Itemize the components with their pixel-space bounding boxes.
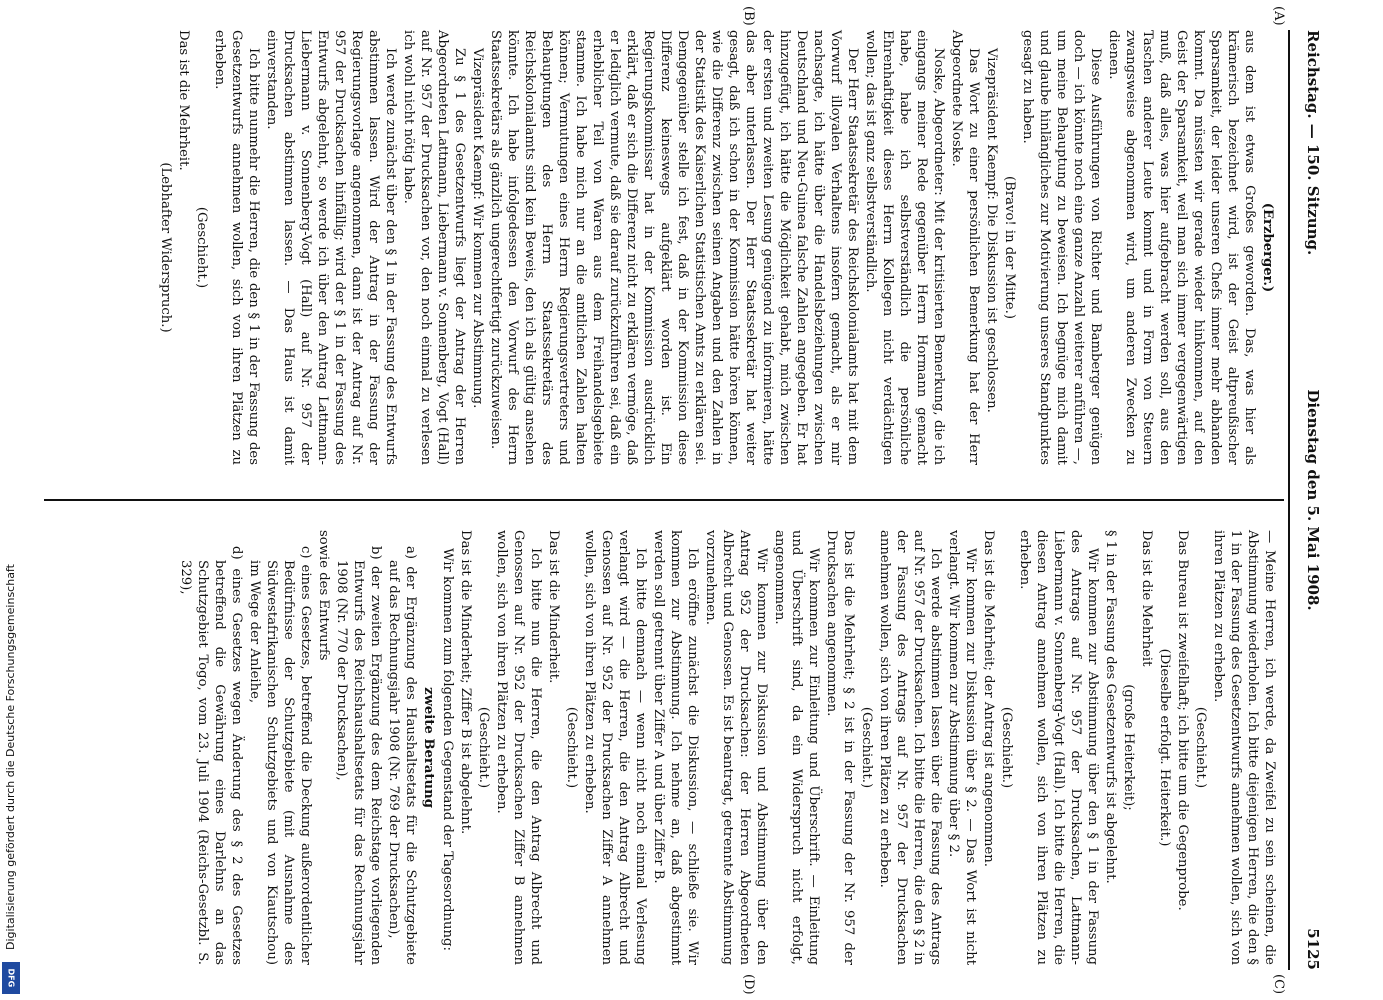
paragraph: Ich werde abstimmen lassen über die Fassung des Antrags auf Nr. 957 der Drucksachen. Ich bitte die Herren, die den § 2 in der Fassung des Antrags auf Nr. 957 der Drucksachen annehmen wollen, sich von ihren Plätzen zu erheben. xyxy=(877,530,943,965)
left-column xyxy=(156,30,1278,465)
interjection: (Lebhafter Widerspruch.) xyxy=(158,162,173,333)
paragraph: Das ist die Mehrheit xyxy=(1139,530,1154,667)
agenda-heading: zweite Beratung xyxy=(421,687,436,808)
paragraph: Diese Ausführungen von Richter und Bamberger genügen doch — ich könnte noch eine ganze Anzahl weiterer anführen —, um meine Behauptung zu beweisen. Ich begnüge mich damit und glaube hinlängliches zur Motivierung unseres Standpunktes gesagt zu haben. xyxy=(1020,30,1103,465)
header-rule xyxy=(1288,30,1290,970)
paragraph: Ich werde zunächst über den § 1 in der Fassung des Entwurfs abstimmen lassen. Wird der Antrag in der Fassung der Regierungsvorlage angenommen, dann ist der Antrag auf Nr. 957 der Drucksachen hinfällig; wird der § 1 in der Fassung des Entwurfs abgelehnt, so werde ich über den Antrag Lattmann-Liebermann v. Sonnenberg-Vogt (Hall) auf Nr. 957 der Drucksachen abstimmen lassen. — Das Haus ist damit einverstanden. xyxy=(264,30,398,465)
speaker-label: (Erzberger.) xyxy=(1260,202,1275,293)
interjection: (Geschieht.) xyxy=(999,706,1014,789)
margin-marker-b: (B) xyxy=(741,6,756,26)
paragraph: Vizepräsident Kaempf: Wir kommen zur Abstimmung. xyxy=(470,48,485,409)
interjection: (Geschieht.) xyxy=(564,706,579,789)
rotated-page xyxy=(36,6,1336,995)
page-header xyxy=(1292,30,1336,970)
header-session: Reichstag. — 150. Sitzung. xyxy=(1304,30,1322,256)
header-date: Dienstag den 5. Mai 1908. xyxy=(1304,389,1322,611)
paragraph: Zu § 1 des Gesetzentwurfs liegt der Antrag der Herren Abgeordneten Lattmann, Liebermann v. Sonnenberg, Vogt (Hall) auf Nr. 957 der Drucksachen vor, den noch einmal zu verlesen ich wohl nicht nötig habe. xyxy=(401,30,467,465)
paragraph: Das Bureau ist zweifelhaft; ich bitte um die Gegenprobe. xyxy=(1175,530,1190,911)
paragraph: § 1 in der Fassung des Gesetzentwurfs ist abgelehnt. xyxy=(1103,530,1118,884)
paragraph: Ich bitte demnach — wenn nicht noch einmal Verlesung verlangt wird — die Herren, die den Antrag Albrecht und Genossen auf Nr. 952 der Drucksachen Ziffer A annehmen wollen, sich von ihren Plätzen zu erheben. xyxy=(582,530,648,965)
paragraph: Ich bitte nun die Herren, die den Antrag Albrecht und Genossen auf Nr. 952 der Drucksachen Ziffer B annehmen wollen, sich von ihren Plätzen zu erheben. xyxy=(494,530,543,965)
agenda-item: b) der zweiten Ergänzung des dem Reichstage vorliegenden Entwurfs des Reichshaushaltsetats für das Rechnungsjahr 1908 (Nr. 770 der Drucksachen), xyxy=(334,546,383,965)
interjection: (Geschieht.) xyxy=(194,206,209,289)
page-number: 5125 xyxy=(1304,928,1322,970)
interjection: (Geschieht.) xyxy=(1193,706,1208,789)
paragraph: Der Herr Staatssekretär des Reichskolonialamts hat mit dem Vorwurf illoyalen Verhaltens insofern gemacht, als er mir nachsagte, ich hätte über die Handelsbeziehungen zwischen Deutschland und Neu-Guinea falsche Zahlen angegeben. Er hat hinzugefügt, ich hätte die Möglichkeit gehabt, mich zwischen der ersten und zweiten Lesung genügend zu informieren, hätte das aber unterlassen. Der Herr Staatssekretär hat weiter gesagt, daß ich schon in der Kommission hätte hören können, wie die Differenz zwischen seinen Angaben und den Zahlen in der Statistik des Kaiserlichen Statistischen Amts zu erklären sei. Demgegenüber stelle ich fest, daß in der Kommission diese Differenz keineswegs aufgeklärt worden ist. Ein Regierungskommissar hat in der Kommission ausdrücklich erklärt, daß er sich die Differenz nicht zu erklären vermöge, daß er lediglich vermute, daß sie darauf zurückzuführen sei, daß ein erheblicher Teil von Waren aus dem Freihandelsgebiete stamme. Ich habe mich nur an die amtlichen Zahlen halten können; Vermutungen eines Herrn Regierungsvertreters und Behauptungen des Herrn Staatssekretärs des Reichskolonialamts sind kein Beweis, den ich als gültig ansehen könnte. Ich habe infolgedessen den Vorwurf des Herrn Staatssekretärs als gänzlich ungerechtfertigt zurückzuweisen. xyxy=(488,30,860,465)
agenda-item: c) eines Gesetzes, betreffend die Deckung außerordentlicher Bedürfnisse der Schutzgebiete (mit Ausnahme des Südwestafrikanischen Schutzgebiets und von Kiautschou) im Wege der Anleihe, xyxy=(247,546,313,965)
column-divider xyxy=(44,499,1284,501)
agenda-item: d) eines Gesetzes wegen Änderung des § 2 des Gesetzes betreffend die Gewährung eines Darlehns an das Schutzgebiet Togo, vom 23. Juli 1904 (Reichs-Gesetzbl. S. 329), xyxy=(178,546,244,965)
paragraph: Wir kommen zur Diskussion über § 2. — Das Wort ist nicht verlangt. Wir kommen zur Abstimmung über § 2. xyxy=(946,530,978,965)
paragraph: Das ist die Minderheit; Ziffer B ist abgelehnt. xyxy=(458,530,473,835)
margin-marker-d: (D) xyxy=(741,974,756,995)
paragraph: Noske, Abgeordneter: Mit der kritisierten Bemerkung, die ich eingangs meiner Rede gegenüber Herrn Hormann gemacht habe, habe ich selbstverständlich die persönliche Ehrenhaftigkeit dieses Herrn Kollegen nicht verdächtigen wollen; das ist ganz selbstverständlich. xyxy=(863,30,946,465)
interjection: (Dieselbe erfolgt. Heiterkeit.) xyxy=(1157,648,1172,847)
paragraph: sowie des Entwurfs xyxy=(316,530,331,661)
paragraph: Das ist die Mehrheit; § 2 ist in der Fassung der Nr. 957 der Drucksachen angenommen. xyxy=(824,530,856,965)
interjection: (Geschieht.) xyxy=(859,706,874,789)
margin-marker-a: (A) xyxy=(1271,6,1286,26)
paragraph: Das ist die Mehrheit. xyxy=(176,30,191,171)
dfg-logo-icon: DFG xyxy=(2,962,20,994)
paragraph: Das ist die Mehrheit; der Antrag ist angenommen. xyxy=(981,530,996,867)
paragraph: Das ist die Minderheit. xyxy=(546,530,561,684)
funding-text: Digitalisierung gefördert durch die Deutsche Forschungsgemeinschaft xyxy=(4,564,17,950)
agenda-item: a) der Ergänzung des Haushaltsetats für die Schutzgebiete auf das Rechnungsjahr 1908 (Nr. 769 der Drucksachen), xyxy=(386,546,418,965)
paragraph: Wir kommen zur Abstimmung über den § 1 in der Fassung des Antrags auf Nr. 957 der Drucksachen, Lattmann-Liebermann v. Sonnenberg-Vogt (Hall). Ich bitte die Herren, die diesen Antrag annehmen wollen, sich von ihren Plätzen zu erheben. xyxy=(1017,530,1100,965)
paragraph: Wir kommen zur Einleitung und Überschrift. — Einleitung und Überschrift sind, da ein Widerspruch nicht erfolgt, angenommen. xyxy=(772,530,821,965)
paragraph: Wir kommen zur Diskussion und Abstimmung über den Antrag 952 der Drucksachen: der Herren Abgeordneten Albrecht und Genossen. Es ist beantragt, getrennte Abstimmung vorzunehmen. xyxy=(703,530,769,965)
right-column xyxy=(176,530,1278,965)
paragraph: Wir kommen zum folgenden Gegenstand der Tagesordnung: xyxy=(440,548,455,951)
interjection: (Bravo! in der Mitte.) xyxy=(1002,176,1017,319)
paragraph: Ich bitte nunmehr die Herren, die den § 1 in der Fassung des Gesetzentwurfs annehmen wollen, sich von ihren Plätzen zu erheben. xyxy=(212,30,261,465)
paragraph: aus dem ist etwas Großes geworden. Das, was hier als krämerisch bezeichnet wird, ist der Geist altpreußischer Sparsamkeit, der leider unseren Chefs immer mehr abhanden kommt. Da müssten wir gerade wieder hinkommen, auf den Geist der Sparsamkeit, weil man sich immer vergegenwärtigen muß, daß alles, was hier aufgebracht werden soll, aus den Taschen anderer Leute kommt und in Form von Steuern zwangsweise abgenommen wird, um anderen Zwecken zu dienen. xyxy=(1106,30,1257,465)
interjection: (große Heiterkeit); xyxy=(1121,684,1136,811)
paragraph: Das Wort zu einer persönlichen Bemerkung hat der Herr Abgeordnete Noske. xyxy=(949,30,981,465)
margin-marker-c: (C) xyxy=(1271,974,1286,995)
paragraph: — Meine Herren, ich werde, da Zweifel zu sein scheinen, die Abstimmung wiederholen. Ich bitte diejenigen Herren, die den § 1 in der Fassung des Gesetzentwurfs annehmen wollen, sich von ihren Plätzen zu erheben. xyxy=(1211,530,1277,965)
paragraph: Ich eröffne zunächst die Diskussion, — schließe sie. Wir kommen zur Abstimmung. Ich nehme an, daß abgestimmt werden soll getrennt über Ziffer A und über Ziffer B. xyxy=(651,530,700,965)
paragraph: Vizepräsident Kaempf: Die Diskussion ist geschlossen. xyxy=(984,48,999,413)
interjection: (Geschieht.) xyxy=(476,706,491,789)
